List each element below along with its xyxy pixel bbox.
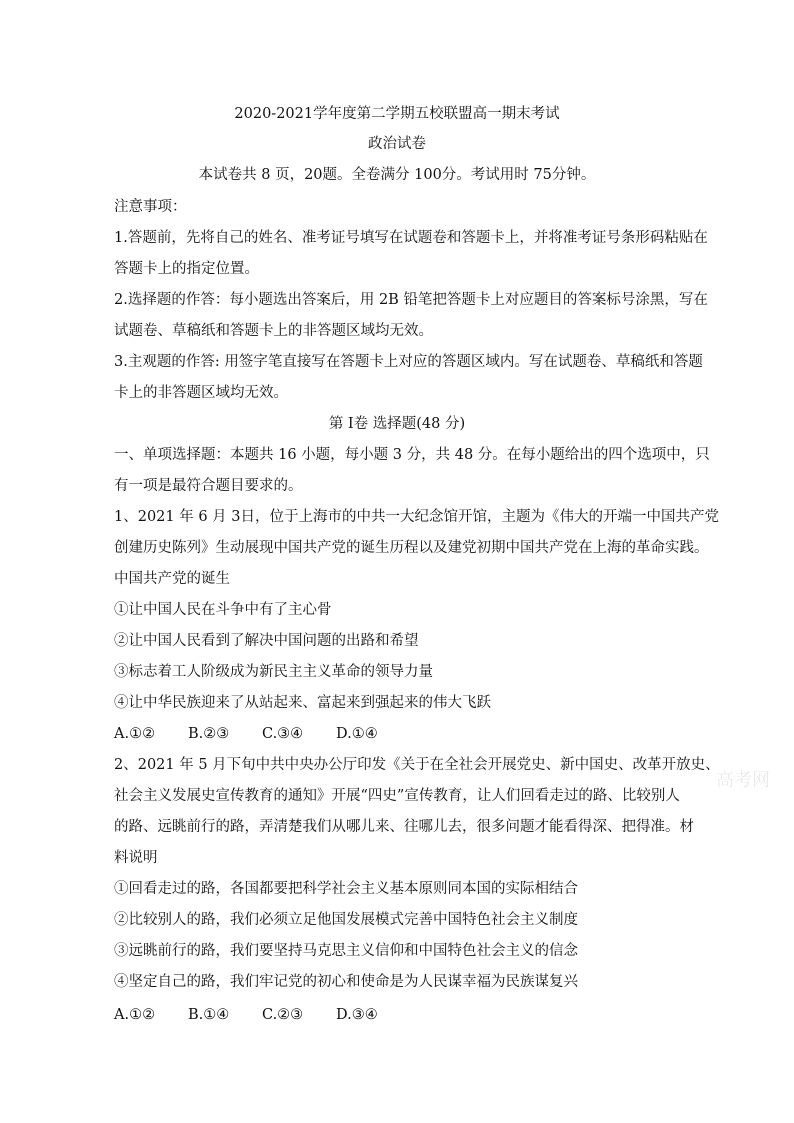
section-intro-line-2: 有一项是最符合题目要求的。: [114, 478, 303, 494]
exam-title: 2020-2021学年度第二学期五校联盟高一期末考试: [234, 106, 560, 122]
q1-option-c: C.③④: [262, 726, 304, 742]
q2-statement-2: ②比较别人的路，我们必须立足他国发展模式完善中国特色社会主义制度: [114, 912, 578, 928]
note-2-line-1: 2.选择题的作答：每小题选出答案后，用 2B 铅笔把答题卡上对应题目的答案标号涂黑，写在: [114, 292, 708, 308]
faint-watermark: 高考网: [716, 770, 770, 791]
q2-stem-line-3: 的路、远眺前行的路，弄清楚我们从哪儿来、往哪儿去，很多问题才能看得深、把得准。材: [114, 819, 694, 835]
q2-statement-1: ①回看走过的路，各国都要把科学社会主义基本原则同本国的实际相结合: [114, 881, 578, 897]
q1-statement-3: ③标志着工人阶级成为新民主主义革命的领导力量: [114, 664, 433, 680]
q2-statement-4: ④坚定自己的路，我们牢记党的初心和使命是为人民谋幸福为民族谋复兴: [114, 974, 578, 990]
q1-statement-2: ②让中国人民看到了解决中国问题的出路和希望: [114, 633, 419, 649]
q2-options: [114, 1005, 378, 1025]
q2-stem-line-2: 社会主义发展史宣传教育的通知》开展“四史”宣传教育，让人们回看走过的路、比较别人: [114, 788, 680, 804]
q2-option-c: C.②③: [262, 1007, 304, 1023]
q2-statement-3: ③远眺前行的路，我们要坚持马克思主义信仰和中国特色社会主义的信念: [114, 943, 578, 959]
note-2-line-2: 试题卷、草稿纸和答题卡上的非答题区域均无效。: [114, 323, 433, 339]
notes-heading: 注意事项：: [114, 199, 187, 215]
exam-info: 本试卷共 8 页，20题。全卷满分 100分。考试用时 75分钟。: [198, 167, 596, 183]
note-3-line-2: 卡上的非答题区域均无效。: [114, 385, 288, 401]
q2-option-b: B.①④: [188, 1007, 230, 1023]
q1-statement-4: ④让中华民族迎来了从站起来、富起来到强起来的伟大飞跃: [114, 695, 491, 711]
q1-option-b: B.②③: [188, 726, 230, 742]
q1-options: [114, 724, 378, 744]
q2-stem-line-1: 2、2021 年 5 月下旬中共中央办公厅印发《关于在全社会开展党史、新中国史、改革开放史、: [114, 757, 720, 773]
note-1-line-1: 1.答题前，先将自己的姓名、准考证号填写在试题卷和答题卡上，并将准考证号条形码粘贴在: [114, 230, 708, 246]
note-3-line-1: 3.主观题的作答: 用签字笔直接写在答题卡上对应的答题区域内。写在试题卷、草稿纸和答题: [114, 354, 703, 370]
q2-option-a: A.①②: [114, 1007, 156, 1023]
q1-option-d: D.①④: [336, 726, 378, 742]
q2-option-d: D.③④: [336, 1007, 378, 1023]
section-intro-line-1: 一、单项选择题：本题共 16 小题，每小题 3 分，共 48 分。在每小题给出的四个选项中，只: [114, 447, 710, 463]
section-title: 第 I卷 选择题(48 分): [328, 416, 466, 432]
q1-statement-1: ①让中国人民在斗争中有了主心骨: [114, 602, 332, 618]
note-1-line-2: 答题卡上的指定位置。: [114, 261, 259, 277]
exam-subject: 政治试卷: [368, 136, 426, 152]
q1-stem-line-3: 中国共产党的诞生: [114, 571, 230, 587]
q1-stem-line-1: 1、2021 年 6 月 3日，位于上海市的中共一大纪念馆开馆，主题为《伟大的开端一中国共产党: [114, 509, 720, 525]
q1-stem-line-2: 创建历史陈列》生动展现中国共产党的诞生历程以及建党初期中国共产党在上海的革命实践。: [114, 540, 709, 556]
q1-option-a: A.①②: [114, 726, 156, 742]
q2-stem-line-4: 料说明: [114, 850, 158, 866]
